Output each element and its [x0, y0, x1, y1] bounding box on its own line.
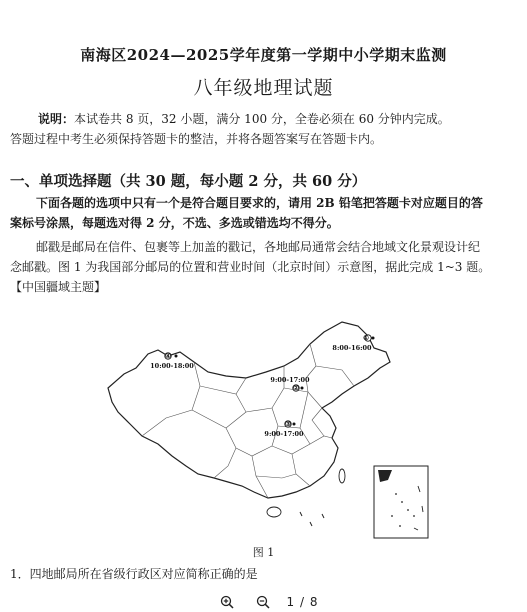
instructions-text1: 本试卷共 8 页，32 小题，满分 100 分，全卷必须在 60 分钟内完成。 [74, 112, 450, 126]
rule-line1: 下面各题的选项中只有一个是符合题目要求的，请用 2B 铅笔把答题卡对应题目的答 [36, 196, 483, 210]
marker-1-time: 8:00-16:00 [332, 344, 372, 352]
intro-line2: 念邮戳。图 1 为我国部分邮局的位置和营业时间（北京时间）示意图，据此完成 1~3 题。 [10, 260, 491, 274]
intro-line1: 邮戳是邮局在信件、包裹等上加盖的戳记，各地邮局通常会结合地域文化景观设计纪 [36, 240, 481, 254]
marker-4-num: ④ [165, 352, 171, 360]
china-map-figure [96, 316, 436, 546]
figure-caption: 图 1 [252, 546, 275, 559]
page-indicator: 1 / 8 [286, 595, 319, 609]
topic-label: 【中国疆域主题】 [10, 280, 107, 294]
question-1: 1．四地邮局所在省级行政区对应简称正确的是 [10, 567, 258, 581]
rule-line2: 案标号涂黑，每题选对得 2 分，不选、多选或错选均不得分。 [10, 216, 339, 230]
zoom-out-button[interactable] [255, 594, 271, 610]
sea-dashes [300, 512, 324, 526]
china-map-svg [96, 316, 436, 546]
taiwan-island [339, 469, 345, 483]
marker-4-time: 10:00-18:00 [150, 362, 194, 370]
exam-subtitle: 八年级地理试题 [193, 77, 334, 99]
marker-2-time: 9:00-17:00 [270, 376, 310, 384]
exam-title: 南海区2024—2025学年度第一学期中小学期末监测 [80, 46, 447, 64]
instructions-line1 [38, 108, 450, 130]
marker-1-num: ① [363, 334, 369, 342]
marker-2-num: ② [293, 384, 299, 392]
instructions-line2: 答题过程中考生必须保持答题卡的整洁，并将各题答案写在答题卡内。 [10, 132, 383, 146]
viewer-toolbar [0, 592, 527, 612]
zoom-in-icon [220, 595, 234, 609]
marker-3-time: 9:00-17:00 [264, 430, 304, 438]
hainan-island [267, 507, 281, 517]
marker-3-num: ③ [285, 420, 291, 428]
zoom-in-button[interactable] [219, 594, 235, 610]
instructions-label: 说明： [38, 112, 75, 126]
section-heading: 一、单项选择题（共 30 题，每小题 2 分，共 60 分） [10, 173, 367, 190]
zoom-out-icon [256, 595, 270, 609]
